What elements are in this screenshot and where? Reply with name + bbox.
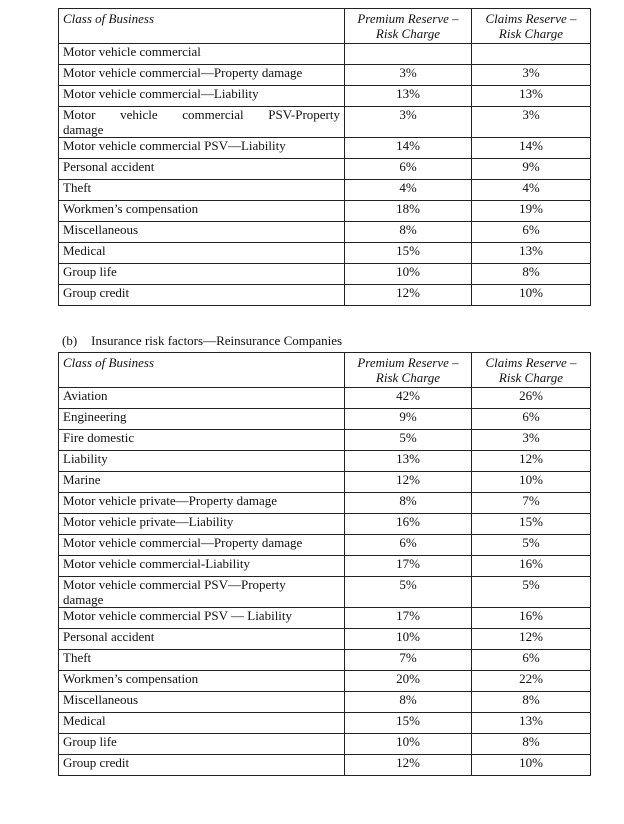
claims-cell: 8%: [472, 264, 591, 285]
table-row: [59, 577, 591, 608]
class-cell: Medical: [59, 243, 345, 264]
claims-cell: 6%: [472, 650, 591, 671]
class-cell: Group credit: [59, 755, 345, 776]
table-row: [59, 107, 591, 138]
claims-cell: 12%: [472, 451, 591, 472]
class-line: damage: [63, 122, 104, 137]
claims-cell: 5%: [472, 577, 591, 608]
class-cell: Motor vehicle commercial—Liability: [59, 86, 345, 107]
class-cell: Fire domestic: [59, 430, 345, 451]
table-row: [59, 535, 591, 556]
risk-charge-table-b: [58, 352, 590, 776]
premium-cell: 13%: [345, 86, 472, 107]
premium-cell: 15%: [345, 713, 472, 734]
premium-cell: 9%: [345, 409, 472, 430]
class-line: Motor vehicle commercial PSV—Property: [63, 577, 286, 592]
claims-cell: 16%: [472, 556, 591, 577]
claims-cell: 5%: [472, 535, 591, 556]
claims-cell: 13%: [472, 713, 591, 734]
claims-cell: 6%: [472, 222, 591, 243]
class-cell: Workmen’s compensation: [59, 671, 345, 692]
claims-cell: 10%: [472, 472, 591, 493]
header-line: Premium Reserve –: [357, 11, 459, 26]
premium-cell: 8%: [345, 493, 472, 514]
claims-cell: 10%: [472, 285, 591, 306]
table-row: [59, 514, 591, 535]
claims-cell: 7%: [472, 493, 591, 514]
table-header-row: [59, 353, 591, 388]
premium-cell: 12%: [345, 472, 472, 493]
claims-cell: 8%: [472, 692, 591, 713]
premium-cell: 16%: [345, 514, 472, 535]
premium-cell: 8%: [345, 222, 472, 243]
claims-cell: 13%: [472, 86, 591, 107]
table-row: [59, 650, 591, 671]
table-row: [59, 180, 591, 201]
premium-cell: 15%: [345, 243, 472, 264]
header-line: Claims Reserve –: [485, 11, 577, 26]
table-row: [59, 138, 591, 159]
table-row: [59, 755, 591, 776]
table-row: [59, 734, 591, 755]
class-line: damage: [63, 592, 104, 607]
table-row: [59, 264, 591, 285]
table-row: [59, 65, 591, 86]
premium-cell: 4%: [345, 180, 472, 201]
class-cell: Personal accident: [59, 629, 345, 650]
class-cell: Theft: [59, 180, 345, 201]
class-line: Motor vehicle commercial PSV-Property: [63, 107, 340, 122]
premium-cell: [345, 44, 472, 65]
table-a: [58, 8, 591, 306]
class-cell: Miscellaneous: [59, 692, 345, 713]
table-row: [59, 430, 591, 451]
premium-cell: 10%: [345, 629, 472, 650]
class-cell: Medical: [59, 713, 345, 734]
premium-cell: 6%: [345, 535, 472, 556]
premium-cell: 10%: [345, 734, 472, 755]
column-header-claims: [472, 353, 591, 388]
claims-cell: 3%: [472, 107, 591, 138]
premium-cell: 3%: [345, 65, 472, 86]
claims-cell: 8%: [472, 734, 591, 755]
premium-cell: 5%: [345, 577, 472, 608]
table-row: [59, 713, 591, 734]
class-cell: Motor vehicle commercial—Property damage: [59, 65, 345, 86]
claims-cell: 14%: [472, 138, 591, 159]
premium-cell: 6%: [345, 159, 472, 180]
table-row: [59, 409, 591, 430]
premium-cell: 42%: [345, 388, 472, 409]
class-cell: Engineering: [59, 409, 345, 430]
column-header-class: Class of Business: [59, 9, 345, 44]
claims-cell: 22%: [472, 671, 591, 692]
header-line: Claims Reserve –: [485, 355, 577, 370]
class-cell: Motor vehicle commercial PSV — Liability: [59, 608, 345, 629]
premium-cell: 12%: [345, 285, 472, 306]
premium-cell: 10%: [345, 264, 472, 285]
claims-cell: 4%: [472, 180, 591, 201]
risk-charge-table-a: [58, 8, 590, 306]
table-row: [59, 388, 591, 409]
class-cell: Motor vehicle commercial-Liability: [59, 556, 345, 577]
premium-cell: 5%: [345, 430, 472, 451]
premium-cell: 18%: [345, 201, 472, 222]
claims-cell: 19%: [472, 201, 591, 222]
table-row: [59, 608, 591, 629]
header-line: Risk Charge: [375, 26, 441, 41]
table-row: [59, 44, 591, 65]
table-row: [59, 159, 591, 180]
table-row: [59, 243, 591, 264]
section-caption-b: [62, 333, 342, 349]
table-row: [59, 222, 591, 243]
class-cell: [59, 577, 345, 608]
claims-cell: 6%: [472, 409, 591, 430]
table-row: [59, 285, 591, 306]
claims-cell: 16%: [472, 608, 591, 629]
table-row: [59, 493, 591, 514]
table-row: [59, 201, 591, 222]
table-row: [59, 86, 591, 107]
column-header-claims: [472, 9, 591, 44]
class-cell: Liability: [59, 451, 345, 472]
class-cell: Motor vehicle commercial PSV—Liability: [59, 138, 345, 159]
claims-cell: 13%: [472, 243, 591, 264]
premium-cell: 14%: [345, 138, 472, 159]
header-line: Risk Charge: [375, 370, 441, 385]
column-header-premium: [345, 9, 472, 44]
premium-cell: 7%: [345, 650, 472, 671]
table-row: [59, 629, 591, 650]
premium-cell: 17%: [345, 608, 472, 629]
table-row: [59, 692, 591, 713]
class-cell: Workmen’s compensation: [59, 201, 345, 222]
premium-cell: 12%: [345, 755, 472, 776]
class-cell: Motor vehicle private—Liability: [59, 514, 345, 535]
table-row: [59, 556, 591, 577]
class-cell: Miscellaneous: [59, 222, 345, 243]
class-cell: Group life: [59, 264, 345, 285]
class-cell: Theft: [59, 650, 345, 671]
claims-cell: 3%: [472, 430, 591, 451]
premium-cell: 20%: [345, 671, 472, 692]
class-cell: Aviation: [59, 388, 345, 409]
claims-cell: 3%: [472, 65, 591, 86]
class-cell: Motor vehicle commercial: [59, 44, 345, 65]
column-header-class: Class of Business: [59, 353, 345, 388]
table-b: [58, 352, 591, 776]
header-line: Risk Charge: [498, 26, 564, 41]
claims-cell: [472, 44, 591, 65]
class-cell: Group life: [59, 734, 345, 755]
claims-cell: 12%: [472, 629, 591, 650]
table-header-row: [59, 9, 591, 44]
header-line: Risk Charge: [498, 370, 564, 385]
claims-cell: 26%: [472, 388, 591, 409]
claims-cell: 9%: [472, 159, 591, 180]
column-header-premium: [345, 353, 472, 388]
table-row: [59, 671, 591, 692]
class-cell: Motor vehicle private—Property damage: [59, 493, 345, 514]
table-row: [59, 451, 591, 472]
caption-tag: (b): [62, 333, 78, 348]
class-cell: Motor vehicle commercial—Property damage: [59, 535, 345, 556]
premium-cell: 3%: [345, 107, 472, 138]
header-line: Premium Reserve –: [357, 355, 459, 370]
class-cell: Personal accident: [59, 159, 345, 180]
premium-cell: 13%: [345, 451, 472, 472]
class-cell: [59, 107, 345, 138]
table-row: [59, 472, 591, 493]
class-cell: Marine: [59, 472, 345, 493]
claims-cell: 10%: [472, 755, 591, 776]
claims-cell: 15%: [472, 514, 591, 535]
caption-text: Insurance risk factors—Reinsurance Companies: [91, 333, 343, 348]
premium-cell: 8%: [345, 692, 472, 713]
premium-cell: 17%: [345, 556, 472, 577]
class-cell: Group credit: [59, 285, 345, 306]
